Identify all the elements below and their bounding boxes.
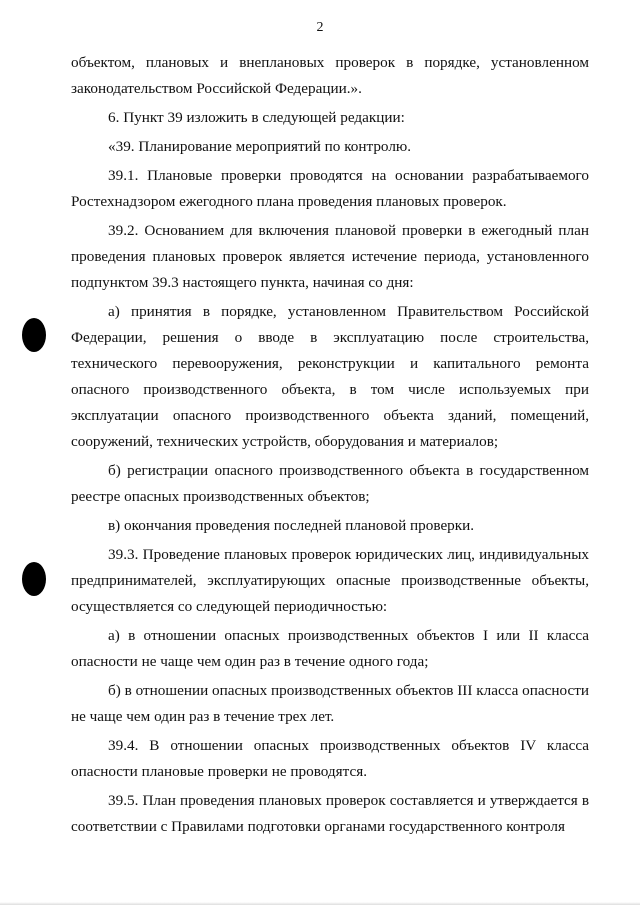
paragraph-item-39-title: «39. Планирование мероприятий по контролю. [108,138,412,155]
punch-hole-mark [22,318,46,352]
paragraph-subitem-b-periodicity: б) в отношении опасных производственных объектов III класса опасности не чаще чем один раз в течение трех лет. [71,682,589,725]
punch-hole-mark [22,562,46,596]
paragraph-subitem-v: в) окончания проведения последней плановой проверки. [108,517,475,534]
paragraph-subitem-a: а) принятия в порядке, установленном Правительством Российской Федерации, решения о вводе в эксплуатацию после строительства, технического перевооружения, реконструкции и капитального ремонта опасного производственного объекта, в том числе используемых при эксплуатации опасного производственного объекта зданий, помещений, сооружений, технических устройств, оборудования и материалов; [71,303,589,450]
paragraph-item-39-3: 39.3. Проведение плановых проверок юридических лиц, индивидуальных предпринимателей, эксплуатирующих опасные производственные объекты, осуществляется со следующей периодичностью: [71,546,589,615]
paragraph-subitem-a-periodicity: а) в отношении опасных производственных объектов I или II класса опасности не чаще чем один раз в течение одного года; [71,627,589,670]
paragraph-item-39-2: 39.2. Основанием для включения плановой проверки в ежегодный план проведения плановых проверок является истечение периода, установленного подпунктом 39.3 настоящего пункта, начиная со дня: [71,222,589,291]
document-body [71,50,589,840]
paragraph-item-39-5: 39.5. План проведения плановых проверок составляется и утверждается в соответствии с Правилами подготовки органами государственного контроля [71,792,589,835]
paragraph-continuation: объектом, плановых и внеплановых проверок в порядке, установленном законодательством Российской Федерации.». [71,54,589,97]
paragraph-subitem-b: б) регистрации опасного производственного объекта в государственном реестре опасных производственных объектов; [71,462,589,505]
page-number: 2 [316,20,324,35]
paragraph-item-39-1: 39.1. Плановые проверки проводятся на основании разрабатываемого Ростехнадзором ежегодного плана проведения плановых проверок. [71,167,589,210]
paragraph-item-39-4: 39.4. В отношении опасных производственных объектов IV класса опасности плановые проверки не проводятся. [71,737,589,780]
paragraph-item-6: 6. Пункт 39 изложить в следующей редакции: [108,109,405,126]
